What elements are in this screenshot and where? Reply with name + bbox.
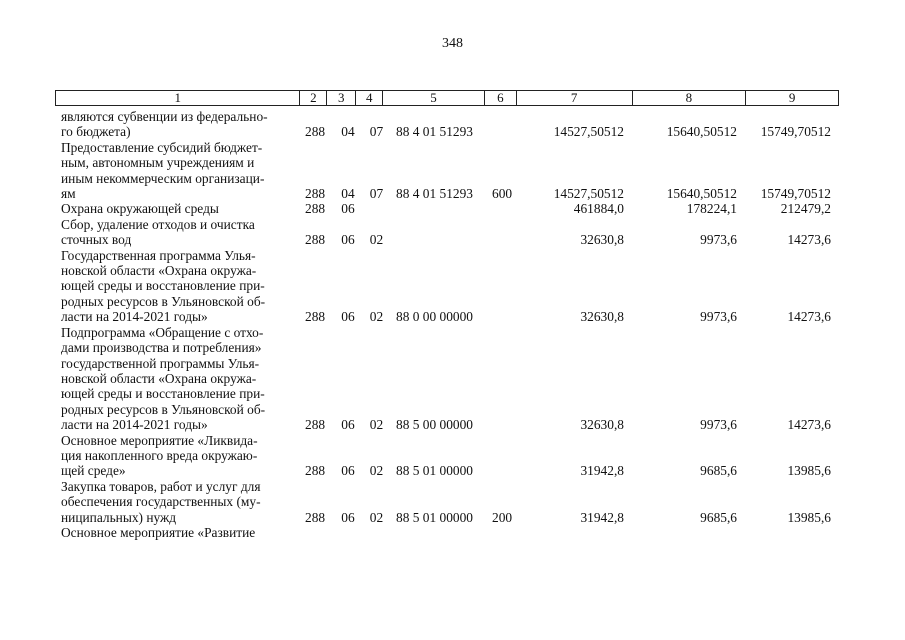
column-header-9: 9 xyxy=(788,90,796,105)
amount-col-8: 9973,6 xyxy=(700,417,737,433)
column-header-6: 6 xyxy=(485,91,517,105)
target-article-code: 88 5 01 00000 xyxy=(396,463,473,479)
section-code: 06 xyxy=(341,463,355,479)
amount-col-7: 32630,8 xyxy=(580,232,624,248)
amount-col-8: 178224,1 xyxy=(686,201,737,217)
target-article-code: 88 5 01 00000 xyxy=(396,509,473,525)
amount-col-8: 9685,6 xyxy=(700,463,737,479)
amount-col-7: 461884,0 xyxy=(573,201,624,217)
section-code: 06 xyxy=(341,509,355,525)
subsection-code: 07 xyxy=(369,186,384,202)
ministry-code: 288 xyxy=(305,201,326,217)
amount-col-7: 32630,8 xyxy=(580,417,624,433)
section-code: 04 xyxy=(341,124,355,140)
row-description: Закупка товаров, работ и услуг для обеспечения государственных (му- ниципальных) нужд xyxy=(61,478,261,525)
amount-col-7: 14527,50512 xyxy=(553,186,624,202)
ministry-code: 288 xyxy=(305,186,326,202)
table-row xyxy=(0,217,905,248)
table-row xyxy=(0,140,905,202)
row-description: Подпрограмма «Обращение с отхо- дами производства и потребления» государственной программы Улья- новской области «Охрана окружа- ющей среды и восстановление при- родных ресурсов в Ульяновской об- ласти на 2014-2021 годы» xyxy=(61,324,266,433)
table-row xyxy=(0,201,905,216)
amount-col-9: 15749,70512 xyxy=(760,124,831,140)
amount-col-9: 15749,70512 xyxy=(760,186,831,202)
expense-type-code: 600 xyxy=(492,186,513,202)
table-row xyxy=(0,325,905,433)
table-row xyxy=(0,433,905,479)
amount-col-9: 13985,6 xyxy=(787,463,831,479)
amount-col-9: 14273,6 xyxy=(787,309,831,325)
expense-type-code: 200 xyxy=(492,509,513,525)
amount-col-9: 212479,2 xyxy=(780,201,831,217)
section-code: 06 xyxy=(341,309,355,325)
target-article-code: 88 4 01 51293 xyxy=(396,124,473,140)
amount-col-7: 31942,8 xyxy=(580,509,624,525)
ministry-code: 288 xyxy=(305,463,326,479)
column-header-5: 5 xyxy=(383,91,485,105)
target-article-code: 88 4 01 51293 xyxy=(396,186,473,202)
column-header-2: 2 xyxy=(300,91,327,105)
table-row xyxy=(0,479,905,525)
column-header-8: 8 xyxy=(633,91,747,105)
amount-col-7: 14527,50512 xyxy=(553,124,624,140)
table-row xyxy=(0,525,905,540)
amount-col-8: 9973,6 xyxy=(700,232,737,248)
target-article-code: 88 0 00 00000 xyxy=(396,309,473,325)
column-header-3: 3 xyxy=(327,91,356,105)
target-article-code: 88 5 00 00000 xyxy=(396,417,473,433)
amount-col-7: 31942,8 xyxy=(580,463,624,479)
amount-col-8: 15640,50512 xyxy=(666,186,737,202)
row-description: Предоставление субсидий бюджет- ным, автономным учреждениям и иным некоммерческим организаци- ям xyxy=(61,139,265,202)
page-number: 348 xyxy=(442,36,463,51)
amount-col-8: 9685,6 xyxy=(700,509,737,525)
subsection-code: 02 xyxy=(369,417,384,433)
row-description: Государственная программа Улья- новской области «Охрана окружа- ющей среды и восстановление при- родных ресурсов в Ульяновской об- ласти на 2014-2021 годы» xyxy=(61,247,266,325)
subsection-code: 07 xyxy=(369,124,384,140)
amount-col-9: 13985,6 xyxy=(787,509,831,525)
subsection-code: 02 xyxy=(369,509,384,525)
section-code: 06 xyxy=(341,201,355,217)
amount-col-8: 9973,6 xyxy=(700,309,737,325)
subsection-code: 02 xyxy=(369,232,384,248)
section-code: 06 xyxy=(341,417,355,433)
ministry-code: 288 xyxy=(305,124,326,140)
row-description: Охрана окружающей среды xyxy=(61,201,219,217)
row-description: Основное мероприятие «Развитие xyxy=(61,524,256,540)
table-row xyxy=(0,109,905,140)
column-header-7: 7 xyxy=(517,91,633,105)
amount-col-9: 14273,6 xyxy=(787,232,831,248)
amount-col-9: 14273,6 xyxy=(787,417,831,433)
section-code: 06 xyxy=(341,232,355,248)
table-row xyxy=(0,248,905,325)
ministry-code: 288 xyxy=(305,509,326,525)
row-description: Основное мероприятие «Ликвида- ция накопленного вреда окружаю- щей среде» xyxy=(61,432,258,479)
row-description: являются субвенции из федерально- го бюджета) xyxy=(61,109,268,140)
amount-col-8: 15640,50512 xyxy=(666,124,737,140)
amount-col-7: 32630,8 xyxy=(580,309,624,325)
column-header-1: 1 xyxy=(56,91,300,105)
subsection-code: 02 xyxy=(369,309,384,325)
ministry-code: 288 xyxy=(305,417,326,433)
section-code: 04 xyxy=(341,186,355,202)
table-body xyxy=(0,109,905,540)
column-header-4: 4 xyxy=(356,91,383,105)
ministry-code: 288 xyxy=(305,309,326,325)
ministry-code: 288 xyxy=(305,232,326,248)
subsection-code: 02 xyxy=(369,463,384,479)
table-header xyxy=(55,90,839,106)
row-description: Сбор, удаление отходов и очистка сточных вод xyxy=(61,216,255,248)
